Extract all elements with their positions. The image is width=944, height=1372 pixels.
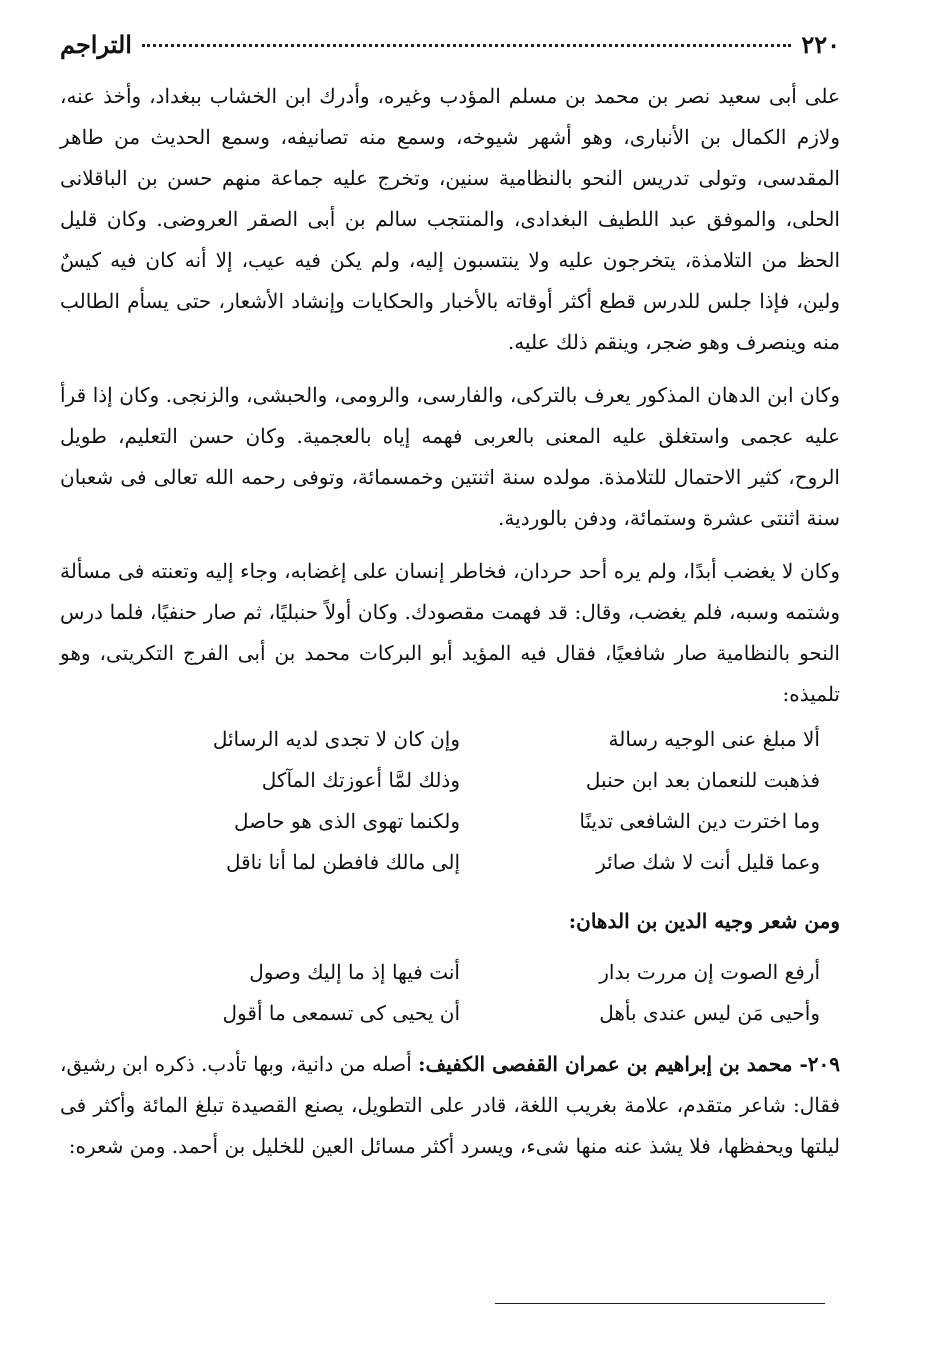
verse bbox=[60, 760, 840, 801]
header-dotted-leader bbox=[142, 44, 791, 47]
entry-209-body: أصله من دانية، وبها تأدب. ذكره ابن رشيق، فقال: شاعر متقدم، علامة بغريب اللغة، قادر على التطويل، يصنع القصيدة تبلغ المائة وأكثر فى ليلتها ويحفظها، فلا يشذ عنه منها شىء، ويسرد أكثر مسائل العين للخليل بن أحمد. ومن شعره: bbox=[60, 1052, 840, 1158]
verse-second-hemistich: ولكنما تهوى الذى هو حاصل bbox=[234, 809, 460, 833]
paragraph-2: وكان ابن الدهان المذكور يعرف بالتركى، والفارسى، والرومى، والحبشى، والزنجى. وكان إذا قرأ عليه عجمى واستغلق عليه المعنى بالعربى فهمه إياه بالعجمية. وكان حسن التعليم، طويل الروح، كثير الاحتمال للتلامذة. مولده سنة اثنتين وخمسمائة، وتوفى رحمه الله تعالى فى شعبان سنة اثنتى عشرة وستمائة، ودفن بالوردية. bbox=[60, 383, 840, 530]
verse bbox=[60, 842, 840, 883]
page bbox=[60, 30, 840, 1167]
verse-first-hemistich: وأحيى مَن ليس عندى بأهل bbox=[599, 1001, 820, 1025]
poem-2-intro: ومن شعر وجيه الدين بن الدهان: bbox=[568, 909, 840, 933]
entry-209 bbox=[60, 1044, 840, 1167]
footnote-rule bbox=[495, 1303, 825, 1304]
verse-first-hemistich: وما اخترت دين الشافعى تدينًا bbox=[579, 809, 820, 833]
verse bbox=[60, 993, 840, 1034]
poem-2 bbox=[60, 952, 840, 1034]
verse-first-hemistich: فذهبت للنعمان بعد ابن حنبل bbox=[585, 768, 820, 792]
verse-second-hemistich: إلى مالك فافطن لما أنا ناقل bbox=[225, 850, 460, 874]
verse-second-hemistich: وذلك لمَّا أعوزتك المآكل bbox=[261, 768, 460, 792]
verse bbox=[60, 719, 840, 760]
paragraph-1: على أبى سعيد نصر بن محمد بن مسلم المؤدب وغيره، وأدرك ابن الخشاب ببغداد، وأخذ عنه، ولازم الكمال بن الأنبارى، وهو أشهر شيوخه، وسمع منه تصانيفه، وسمع الحديث من طاهر المقدسى، وتولى تدريس النحو بالنظامية سنين، وتخرج عليه جماعة منهم حسن بن الباقلانى الحلى، والموفق عبد اللطيف البغدادى، والمنتجب سالم بن أبى الصقر العروضى. وكان قليل الحظ من التلامذة، يتخرجون عليه ولا ينتسبون إليه، ولم يكن فيه عيب، إلا أنه كان فيه كيسٌ ولين، فإذا جلس للدرس قطع أكثر أوقاته بالأخبار والحكايات وإنشاد الأشعار، حتى يسأم الطالب منه وينصرف وهو ضجر، وينقم ذلك عليه. bbox=[60, 84, 840, 354]
verse bbox=[60, 801, 840, 842]
verse-first-hemistich: وعما قليل أنت لا شك صائر bbox=[596, 850, 820, 874]
paragraph-3: وكان لا يغضب أبدًا، ولم يره أحد حردان، فخاطر إنسان على إغضابه، وجاء إليه وتعنته فى مسألة وشتمه وسبه، فلم يغضب، وقال: قد فهمت مقصودك. وكان أولاً حنبليًا، ثم صار حنفيًا، فلما درس النحو بالنظامية صار شافعيًا، فقال فيه المؤيد أبو البركات محمد بن أبى الفرج التكريتى، وهو تلميذه: bbox=[60, 559, 840, 706]
page-header bbox=[60, 30, 840, 76]
verse-second-hemistich: أن يحيى كى تسمعى ما أقول bbox=[222, 1001, 460, 1025]
poem-1 bbox=[60, 719, 840, 883]
running-title: التراجم bbox=[60, 30, 132, 59]
verse-second-hemistich: وإن كان لا تجدى لديه الرسائل bbox=[212, 727, 460, 751]
page-number: ٢٢٠ bbox=[801, 30, 840, 59]
verse-second-hemistich: أنت فيها إذ ما إليك وصول bbox=[249, 960, 460, 984]
verse-first-hemistich: أرفع الصوت إن مررت بدار bbox=[599, 960, 820, 984]
verse-first-hemistich: ألا مبلغ عنى الوجيه رسالة bbox=[608, 727, 820, 751]
entry-209-heading: ٢٠٩- محمد بن إبراهيم بن عمران القفصى الكفيف: bbox=[418, 1052, 840, 1076]
verse bbox=[60, 952, 840, 993]
